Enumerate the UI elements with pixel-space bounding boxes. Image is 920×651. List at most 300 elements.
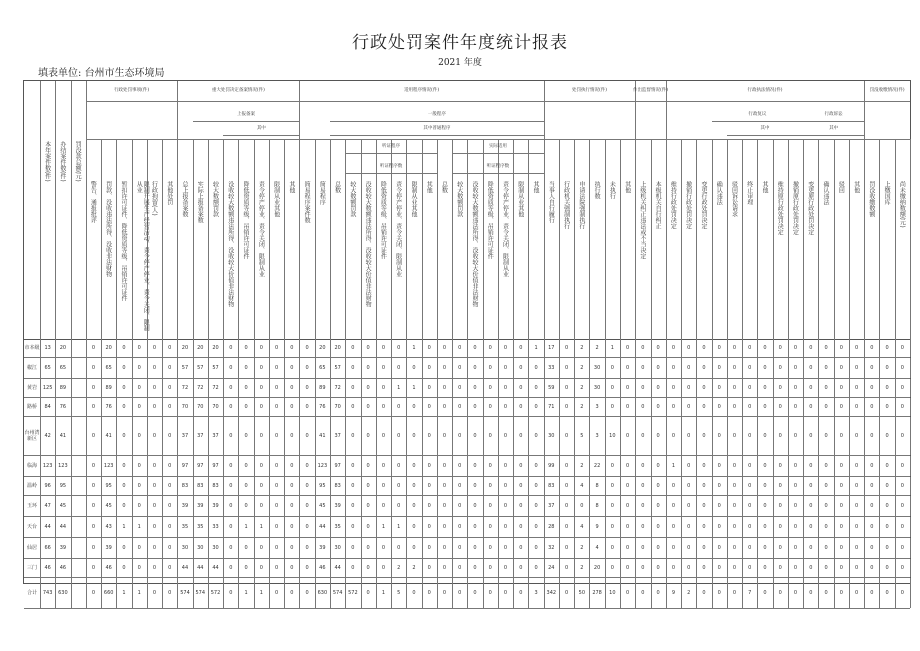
table-cell: 71 — [548, 404, 555, 410]
header-col-label: 总数 — [333, 181, 341, 193]
header-col-label: 罚款、没收违法所得、没收非法财物 — [104, 181, 112, 277]
table-cell: 0 — [641, 565, 645, 571]
table-cell: 0 — [732, 545, 737, 551]
table-row — [24, 339, 910, 358]
table-cell: 65 — [44, 365, 51, 371]
table-cell: 72 — [334, 385, 341, 391]
header-group-divider — [666, 81, 667, 139]
table-cell: 46 — [44, 565, 51, 571]
header-col-divider — [116, 139, 117, 339]
table-cell: 0 — [778, 385, 782, 391]
header-col-label: 其他 — [852, 181, 860, 193]
report-title: 行政处罚案件年度统计报表 — [352, 33, 568, 53]
table-cell: 44 — [181, 565, 189, 571]
header-col-divider — [315, 139, 316, 339]
table-cell: 0 — [732, 345, 737, 351]
table-cell: 0 — [442, 345, 447, 351]
table-row — [24, 358, 910, 379]
table-row — [24, 538, 910, 559]
table-cell: 70 — [334, 404, 341, 410]
table-cell: 0 — [351, 545, 355, 551]
header-col-label: 本年案件数(件) — [43, 141, 51, 182]
table-cell: 0 — [412, 433, 416, 439]
table-cell: 0 — [397, 345, 401, 351]
table-cell: 0 — [564, 590, 569, 596]
table-cell: 1 — [122, 590, 126, 596]
table-cell: 572 — [210, 590, 221, 596]
table-cell: 0 — [610, 463, 614, 469]
table-cell: 0 — [137, 503, 141, 509]
table-cell: 0 — [626, 503, 630, 509]
table-cell: 0 — [870, 433, 874, 439]
table-cell: 35 — [181, 524, 189, 530]
table-cell: 0 — [442, 385, 447, 391]
header-col-divider — [620, 139, 621, 339]
table-row — [24, 578, 910, 609]
table-cell: 0 — [503, 433, 508, 439]
table-cell: 0 — [519, 524, 523, 530]
table-cell: 20 — [319, 345, 326, 351]
header-col-divider — [544, 139, 545, 339]
table-cell: 0 — [870, 565, 874, 571]
table-cell: 0 — [305, 483, 309, 489]
table-cell: 0 — [580, 503, 584, 509]
table-cell: 0 — [168, 545, 172, 551]
table-cell: 0 — [351, 565, 355, 571]
header-col-divider — [467, 139, 468, 339]
table-cell: 44 — [212, 565, 219, 571]
table-cell: 0 — [656, 483, 660, 489]
table-cell: 39 — [197, 503, 204, 509]
table-cell: 0 — [305, 345, 309, 351]
table-cell: 0 — [458, 404, 462, 410]
row-col-divider — [910, 578, 911, 608]
header-col-divider — [910, 139, 911, 339]
table-cell: 0 — [122, 433, 126, 439]
header-sub-label: 其中 — [760, 126, 770, 131]
header-sub-underline — [452, 153, 544, 154]
table-cell: 0 — [458, 385, 462, 391]
table-cell: 0 — [656, 385, 660, 391]
table-cell: 0 — [137, 385, 141, 391]
header-col-label: 降低资质等级、吊销许可证件 — [242, 181, 250, 259]
header-col-label: 上级机关纠正违法或不当决定 — [638, 181, 646, 259]
header-col-label: 其他 — [532, 181, 540, 193]
table-cell: 0 — [626, 345, 630, 351]
table-cell: 0 — [152, 433, 157, 439]
table-cell: 0 — [732, 404, 737, 410]
row-col-divider — [910, 358, 911, 378]
table-cell: 0 — [503, 483, 508, 489]
table-cell: 0 — [824, 404, 828, 410]
table-cell: 0 — [473, 483, 477, 489]
table-cell: 0 — [381, 345, 385, 351]
table-cell: 0 — [778, 463, 782, 469]
header-col-label: 撤销原行政处罚决定 — [791, 181, 799, 235]
row-unit-name: 市本级 — [24, 345, 40, 351]
table-cell: 70 — [197, 404, 204, 410]
table-cell: 0 — [641, 365, 645, 371]
table-cell: 0 — [122, 365, 126, 371]
table-cell — [71, 496, 86, 516]
table-cell: 0 — [824, 503, 828, 509]
table-cell: 0 — [824, 565, 828, 571]
table-cell: 1 — [381, 590, 385, 596]
table-cell: 0 — [793, 385, 798, 391]
table-cell: 0 — [122, 565, 126, 571]
table-cell: 0 — [778, 345, 782, 351]
header-col-divider — [284, 139, 285, 339]
table-cell: 0 — [870, 483, 874, 489]
table-cell: 0 — [137, 404, 141, 410]
table-cell: 0 — [488, 565, 492, 571]
row-col-divider — [910, 456, 911, 476]
table-cell: 0 — [671, 503, 675, 509]
table-cell: 95 — [59, 483, 67, 489]
table-cell: 0 — [244, 365, 248, 371]
header-col-divider — [391, 139, 392, 339]
table-cell: 0 — [168, 565, 172, 571]
table-body — [24, 339, 910, 609]
table-cell: 0 — [641, 503, 645, 509]
table-cell: 0 — [809, 524, 813, 530]
table-cell: 0 — [381, 463, 385, 469]
table-cell: 0 — [91, 565, 95, 571]
table-cell: 0 — [687, 524, 691, 530]
table-cell: 0 — [442, 463, 447, 469]
table-cell: 30 — [212, 545, 219, 551]
table-cell: 0 — [397, 545, 401, 551]
header-col-label: 其他处罚 — [165, 181, 173, 205]
table-cell: 0 — [427, 590, 431, 596]
table-cell: 0 — [397, 463, 401, 469]
table-cell: 0 — [519, 565, 523, 571]
table-cell: 0 — [748, 524, 752, 530]
header-sub-underline — [330, 135, 544, 136]
header-col-label: 驳回 — [837, 181, 845, 193]
table-cell: 0 — [626, 365, 630, 371]
table-cell: 0 — [488, 404, 492, 410]
table-cell: 0 — [702, 545, 706, 551]
table-cell: 83 — [212, 483, 219, 489]
table-cell: 0 — [290, 385, 294, 391]
table-cell: 0 — [152, 365, 157, 371]
table-cell: 0 — [656, 524, 660, 530]
table-cell: 0 — [427, 365, 431, 371]
table-cell: 0 — [274, 385, 279, 391]
table-cell: 0 — [564, 545, 569, 551]
table-cell: 0 — [412, 365, 416, 371]
table-cell: 0 — [671, 433, 675, 439]
table-cell: 76 — [59, 404, 67, 410]
table-cell: 0 — [854, 404, 859, 410]
table-cell: 0 — [793, 524, 798, 530]
table-cell — [71, 339, 86, 357]
table-cell: 0 — [732, 385, 737, 391]
table-cell: 0 — [244, 345, 248, 351]
table-cell: 0 — [824, 545, 828, 551]
table-cell: 0 — [229, 404, 233, 410]
table-cell: 0 — [442, 503, 447, 509]
table-cell: 0 — [366, 365, 370, 371]
table-cell: 0 — [91, 545, 95, 551]
row-unit-name: 台州湾新区 — [24, 430, 40, 442]
table-cell: 39 — [212, 503, 219, 509]
table-cell: 0 — [351, 404, 355, 410]
header-col-divider — [361, 139, 362, 339]
table-cell: 0 — [381, 545, 385, 551]
header-group-label: 适用程序情况(件) — [404, 88, 440, 93]
table-cell: 0 — [381, 433, 385, 439]
header-col-divider — [681, 139, 682, 339]
table-cell: 0 — [427, 345, 431, 351]
table-cell: 0 — [351, 483, 355, 489]
table-cell: 0 — [564, 345, 569, 351]
table-cell: 0 — [809, 385, 813, 391]
table-cell: 33 — [548, 365, 555, 371]
table-cell: 0 — [534, 565, 538, 571]
table-cell: 0 — [534, 404, 538, 410]
table-cell: 0 — [763, 385, 767, 391]
table-cell: 0 — [748, 385, 752, 391]
table-cell: 0 — [290, 433, 294, 439]
table-cell: 43 — [105, 524, 112, 530]
table-cell: 0 — [519, 463, 523, 469]
table-cell: 0 — [900, 463, 904, 469]
table-cell: 0 — [610, 524, 614, 530]
table-cell: 0 — [809, 433, 813, 439]
table-cell: 0 — [732, 524, 737, 530]
table-cell: 0 — [122, 503, 126, 509]
table-cell: 0 — [91, 365, 95, 371]
table-cell: 2 — [687, 590, 691, 596]
table-header — [24, 81, 910, 340]
header-col-label: 撤销行政处罚决定 — [684, 181, 692, 229]
table-cell: 0 — [412, 545, 416, 551]
table-cell: 0 — [732, 565, 737, 571]
table-cell: 1 — [412, 345, 416, 351]
table-cell: 20 — [181, 345, 189, 351]
table-cell: 0 — [259, 365, 263, 371]
table-cell: 89 — [319, 385, 326, 391]
header-col-label: 暂扣许可证件、降低资质等级、吊销许可证件 — [119, 181, 127, 301]
table-cell: 0 — [442, 545, 447, 551]
table-cell: 0 — [244, 483, 248, 489]
table-cell: 0 — [824, 524, 828, 530]
header-sub-underline — [452, 173, 544, 174]
table-cell: 0 — [702, 565, 706, 571]
header-sub-label: 听证程序数 — [486, 164, 510, 169]
table-cell: 0 — [763, 345, 767, 351]
table-cell: 0 — [427, 385, 431, 391]
table-cell: 0 — [564, 433, 569, 439]
table-cell: 3 — [534, 590, 538, 596]
table-cell: 42 — [44, 433, 51, 439]
table-cell: 0 — [442, 483, 447, 489]
table-cell — [71, 358, 86, 378]
row-unit-name: 温岭 — [26, 483, 37, 489]
table-cell: 0 — [91, 404, 95, 410]
header-sub-label: 上报备案 — [237, 112, 256, 117]
header-group-label: 作出监督情况(件) — [633, 88, 669, 93]
table-cell: 0 — [152, 524, 157, 530]
table-cell: 0 — [152, 483, 157, 489]
header-group-label: 行政执法情况(件) — [747, 88, 783, 93]
table-cell: 0 — [900, 590, 904, 596]
table-cell: 0 — [244, 463, 248, 469]
table-cell: 1 — [534, 345, 538, 351]
header-col-label: 维持行政处罚决定 — [669, 181, 677, 229]
table-cell: 0 — [763, 433, 767, 439]
table-cell: 1 — [671, 463, 675, 469]
table-cell: 0 — [824, 433, 828, 439]
table-cell: 0 — [793, 404, 798, 410]
table-cell: 0 — [488, 483, 492, 489]
table-cell: 37 — [334, 433, 341, 439]
table-cell: 2 — [412, 565, 416, 571]
table-cell: 0 — [809, 365, 813, 371]
table-cell: 0 — [305, 590, 309, 596]
table-cell: 0 — [458, 503, 462, 509]
row-unit-name: 合计 — [26, 590, 37, 596]
table-cell: 0 — [427, 483, 431, 489]
table-cell: 0 — [244, 433, 248, 439]
table-cell: 0 — [473, 565, 477, 571]
table-cell: 0 — [91, 433, 95, 439]
row-col-divider — [910, 517, 911, 537]
table-cell: 0 — [793, 433, 798, 439]
table-cell: 0 — [793, 565, 798, 571]
table-cell: 0 — [793, 365, 798, 371]
table-cell: 0 — [473, 590, 477, 596]
table-cell: 46 — [59, 565, 67, 571]
table-cell: 0 — [229, 524, 233, 530]
table-cell: 0 — [656, 463, 660, 469]
table-cell: 0 — [641, 404, 645, 410]
row-col-divider — [910, 379, 911, 397]
table-cell: 0 — [427, 565, 431, 571]
table-cell: 44 — [334, 565, 341, 571]
table-cell: 72 — [181, 385, 189, 391]
table-cell: 7 — [748, 590, 752, 596]
table-cell: 0 — [671, 365, 675, 371]
header-group-divider — [86, 81, 87, 139]
table-cell: 0 — [809, 545, 813, 551]
table-cell: 2 — [595, 345, 599, 351]
table-cell: 0 — [870, 404, 874, 410]
table-cell: 0 — [885, 385, 889, 391]
filing-unit — [38, 64, 165, 79]
table-cell: 0 — [656, 545, 660, 551]
row-unit-name: 黄岩 — [26, 385, 37, 391]
table-cell: 0 — [687, 433, 691, 439]
table-cell: 0 — [641, 483, 645, 489]
table-cell: 22 — [593, 463, 601, 469]
table-cell: 0 — [793, 503, 798, 509]
table-cell: 574 — [180, 590, 190, 596]
table-cell: 0 — [702, 365, 706, 371]
table-cell: 0 — [778, 404, 782, 410]
table-cell: 0 — [381, 365, 385, 371]
table-cell: 0 — [641, 463, 645, 469]
table-row — [24, 477, 910, 496]
table-cell: 0 — [366, 345, 370, 351]
header-col-label: 其他 — [287, 181, 295, 193]
table-cell: 0 — [137, 565, 141, 571]
header-col-label: 驳回诉讼请求 — [730, 181, 738, 217]
table-cell: 0 — [137, 545, 141, 551]
table-cell: 0 — [412, 524, 416, 530]
header-col-label: 降低资质等级、吊销许可证件 — [379, 181, 387, 259]
table-cell: 20 — [593, 565, 601, 571]
table-cell: 0 — [503, 345, 508, 351]
statistics-table — [23, 80, 911, 596]
table-cell: 0 — [610, 503, 614, 509]
table-cell: 0 — [702, 345, 706, 351]
table-cell: 0 — [824, 590, 828, 596]
table-cell: 0 — [732, 365, 737, 371]
table-cell: 3 — [595, 433, 599, 439]
table-cell: 0 — [839, 483, 843, 489]
header-col-divider — [422, 139, 423, 339]
table-cell: 0 — [900, 345, 904, 351]
table-cell: 0 — [274, 565, 279, 571]
header-col-divider — [773, 139, 774, 339]
table-cell — [71, 538, 86, 558]
table-cell: 0 — [885, 433, 889, 439]
table-cell: 0 — [732, 503, 737, 509]
table-cell: 0 — [671, 483, 675, 489]
header-col-divider — [177, 139, 178, 339]
table-cell: 342 — [546, 590, 557, 596]
table-cell: 0 — [870, 503, 874, 509]
table-cell: 2 — [580, 404, 584, 410]
table-cell: 83 — [334, 483, 341, 489]
table-cell: 0 — [839, 463, 843, 469]
table-cell: 1 — [259, 524, 263, 530]
table-cell: 0 — [870, 385, 874, 391]
table-cell: 44 — [44, 524, 51, 530]
header-sub-label: 听证程序数 — [379, 164, 403, 169]
table-cell: 0 — [229, 503, 233, 509]
table-cell: 0 — [564, 524, 569, 530]
header-sub-label: 行政诉讼 — [824, 112, 843, 117]
table-cell: 0 — [488, 503, 492, 509]
table-cell: 0 — [854, 365, 859, 371]
table-cell: 0 — [229, 365, 233, 371]
table-cell: 72 — [212, 385, 219, 391]
table-cell: 0 — [687, 345, 691, 351]
header-col-divider — [193, 139, 194, 339]
table-cell: 0 — [244, 503, 248, 509]
table-cell: 89 — [59, 385, 67, 391]
table-cell: 0 — [259, 433, 263, 439]
table-cell: 0 — [900, 433, 904, 439]
table-cell: 0 — [366, 463, 370, 469]
header-col-divider — [223, 139, 224, 339]
table-cell: 0 — [458, 565, 462, 571]
table-cell: 660 — [103, 590, 114, 596]
table-cell: 0 — [137, 365, 141, 371]
table-cell: 0 — [229, 385, 233, 391]
table-cell: 0 — [122, 345, 126, 351]
row-unit-name: 三门 — [26, 565, 37, 571]
table-cell: 39 — [59, 545, 67, 551]
row-col-divider — [910, 477, 911, 495]
table-cell: 0 — [885, 503, 889, 509]
header-col-label: 其他 — [761, 181, 768, 193]
table-cell: 0 — [610, 545, 614, 551]
